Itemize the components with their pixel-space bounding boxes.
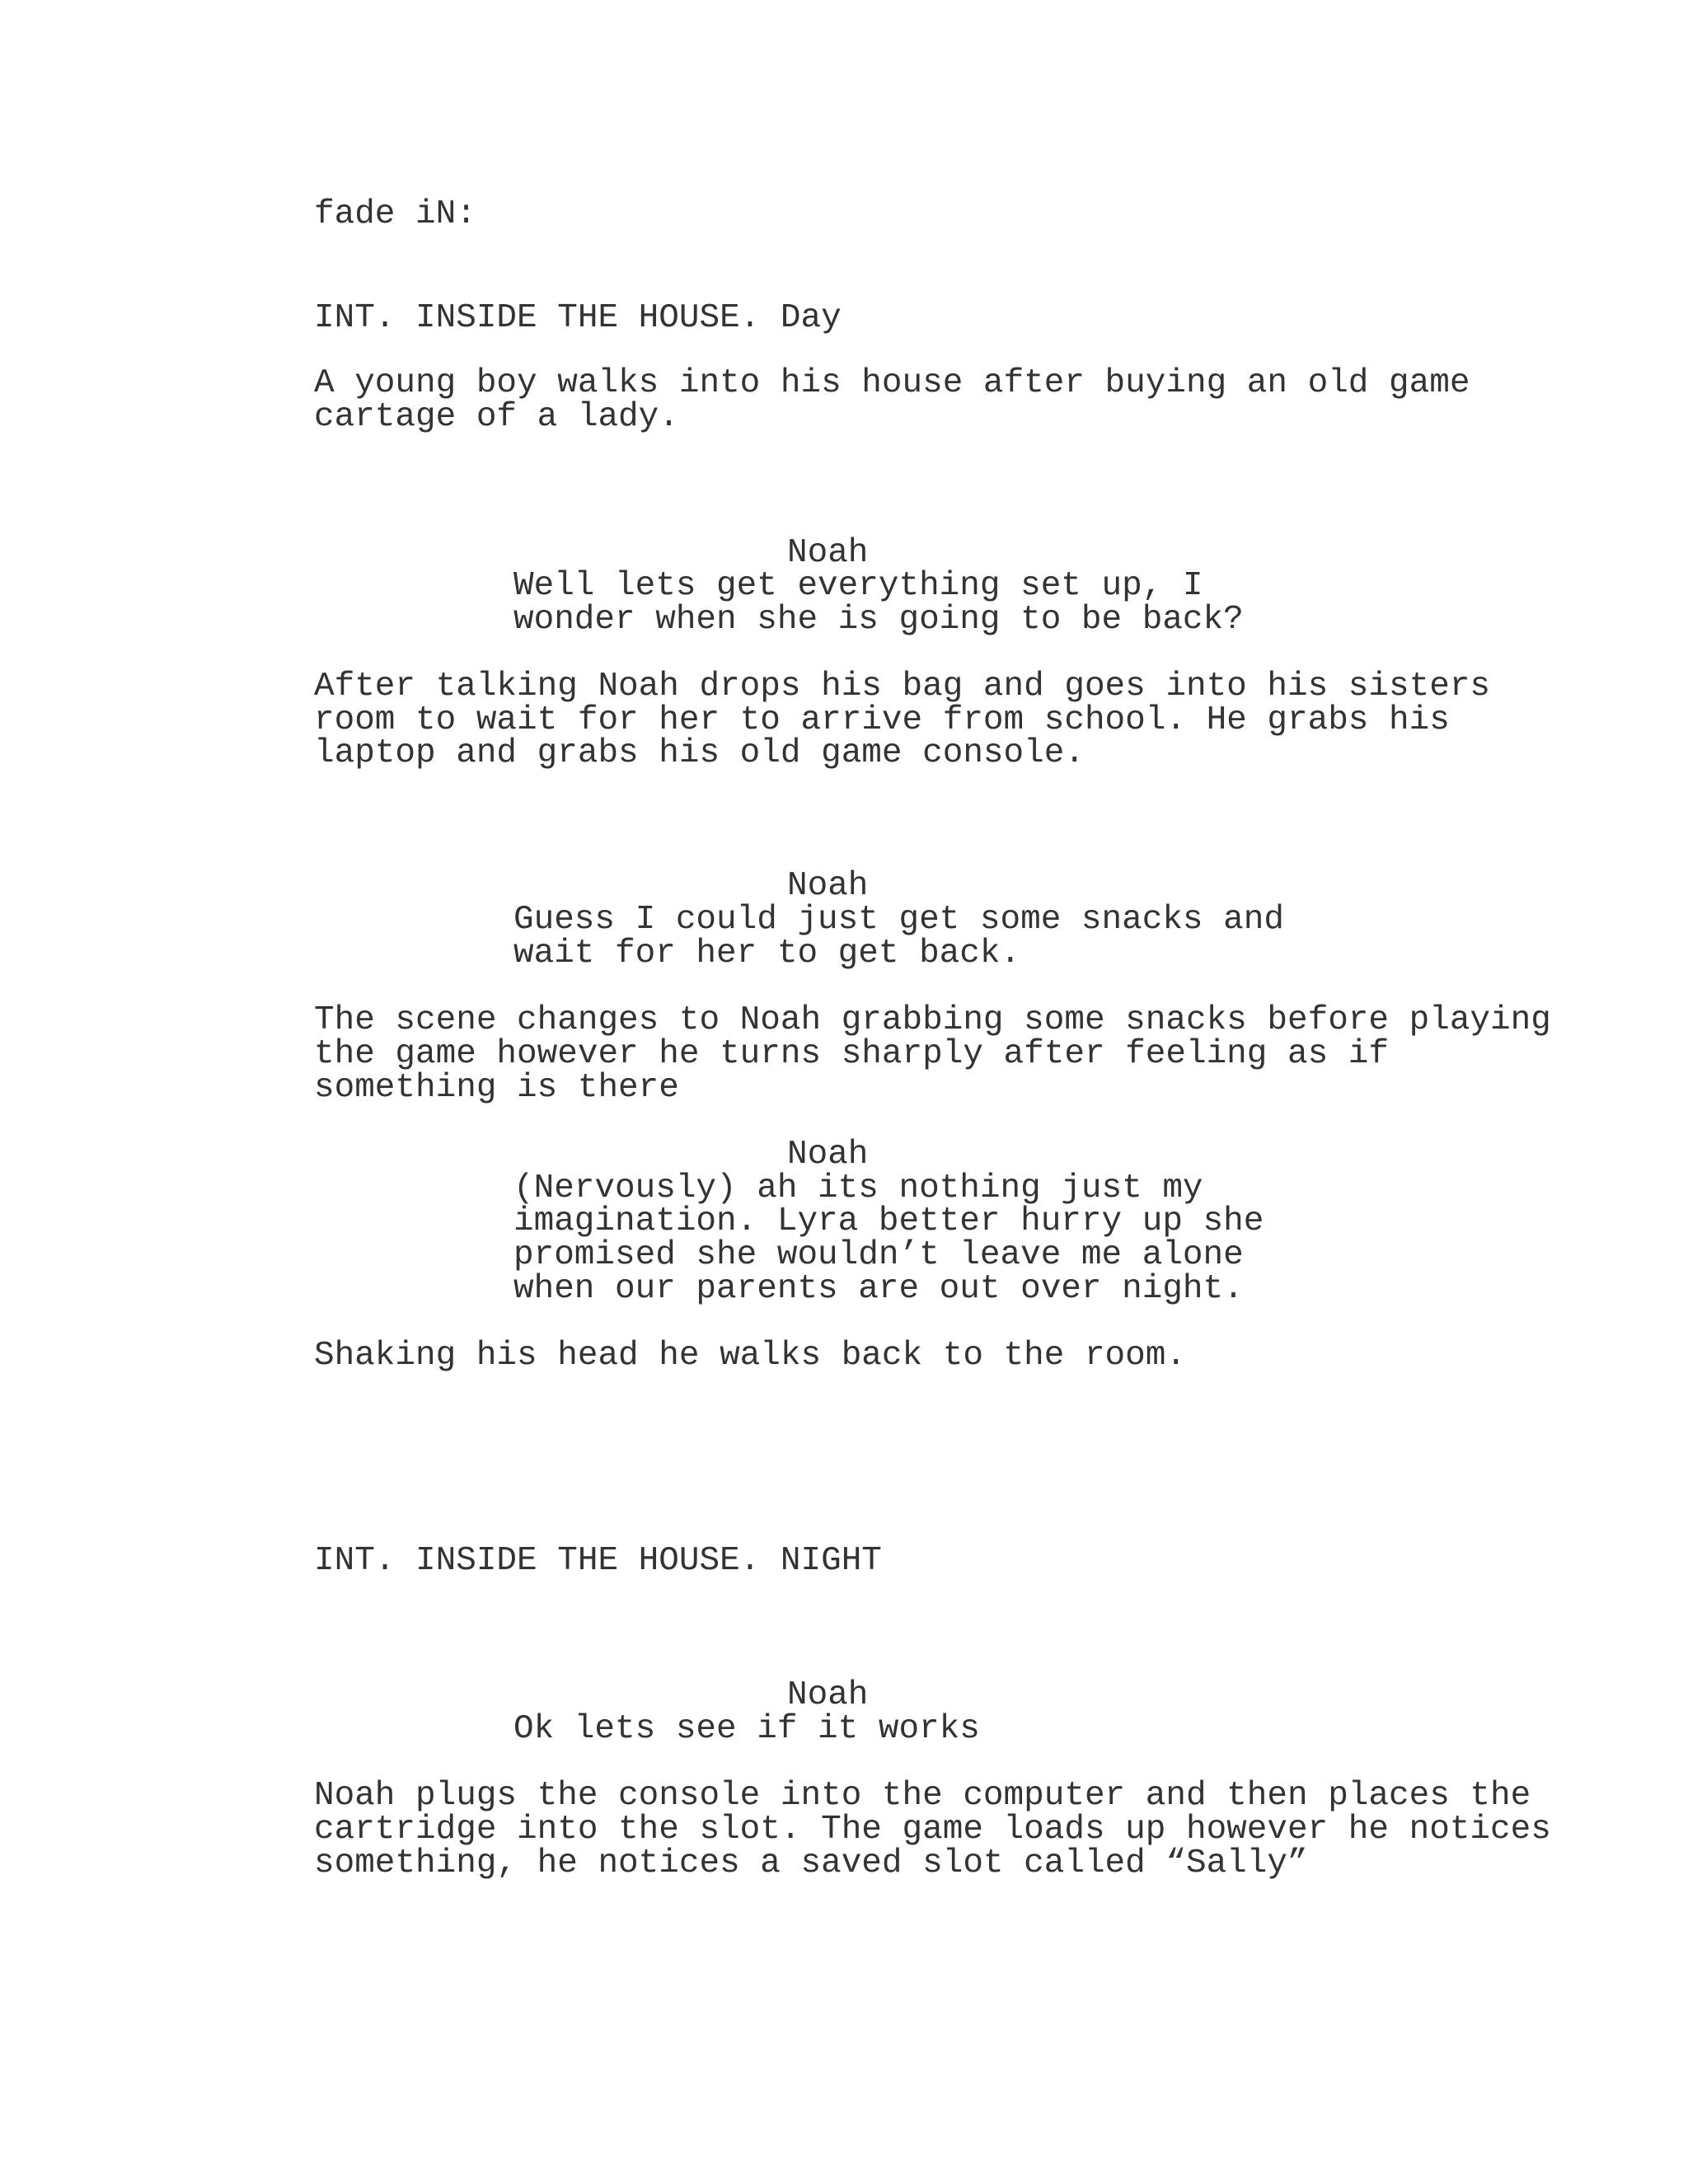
dialogue-line: Well lets get everything set up, I [513, 567, 1203, 605]
action-line: Noah plugs the console into the computer and then places the [314, 1777, 1531, 1815]
scene-heading: INT. INSIDE THE HOUSE. NIGHT [314, 1542, 882, 1580]
dialogue-line: imagination. Lyra better hurry up she [513, 1202, 1264, 1240]
action-line: cartage of a lady. [314, 398, 679, 436]
action-line: The scene changes to Noah grabbing some snacks before playing [314, 1001, 1551, 1039]
dialogue-line: wait for her to get back. [513, 935, 1021, 972]
scene-heading: INT. INSIDE THE HOUSE. Day [314, 299, 842, 337]
action-line: the game however he turns sharply after feeling as if [314, 1035, 1390, 1073]
action-line: After talking Noah drops his bag and goes into his sisters [314, 668, 1491, 705]
character-name: Noah [787, 867, 869, 905]
dialogue-line: when our parents are out over night. [513, 1270, 1244, 1308]
dialogue-line: Guess I could just get some snacks and [513, 901, 1284, 939]
action-line: something is there [314, 1069, 679, 1107]
action-line: something, he notices a saved slot called “Sally” [314, 1844, 1308, 1882]
action-line: room to wait for her to arrive from school. He grabs his [314, 701, 1450, 739]
character-name: Noah [787, 1676, 869, 1714]
dialogue-line: wonder when she is going to be back? [513, 601, 1244, 639]
character-name: Noah [787, 1136, 869, 1174]
action-line: Shaking his head he walks back to the room. [314, 1337, 1186, 1375]
action-line: cartridge into the slot. The game loads up however he notices [314, 1811, 1551, 1849]
dialogue-line: promised she wouldn’t leave me alone [513, 1236, 1244, 1274]
action-line: A young boy walks into his house after buying an old game [314, 364, 1470, 402]
transition: fade iN: [314, 195, 476, 233]
dialogue-line: (Nervously) ah its nothing just my [513, 1169, 1203, 1207]
character-name: Noah [787, 534, 869, 572]
action-line: laptop and grabs his old game console. [314, 734, 1085, 772]
dialogue-line: Ok lets see if it works [513, 1710, 980, 1748]
